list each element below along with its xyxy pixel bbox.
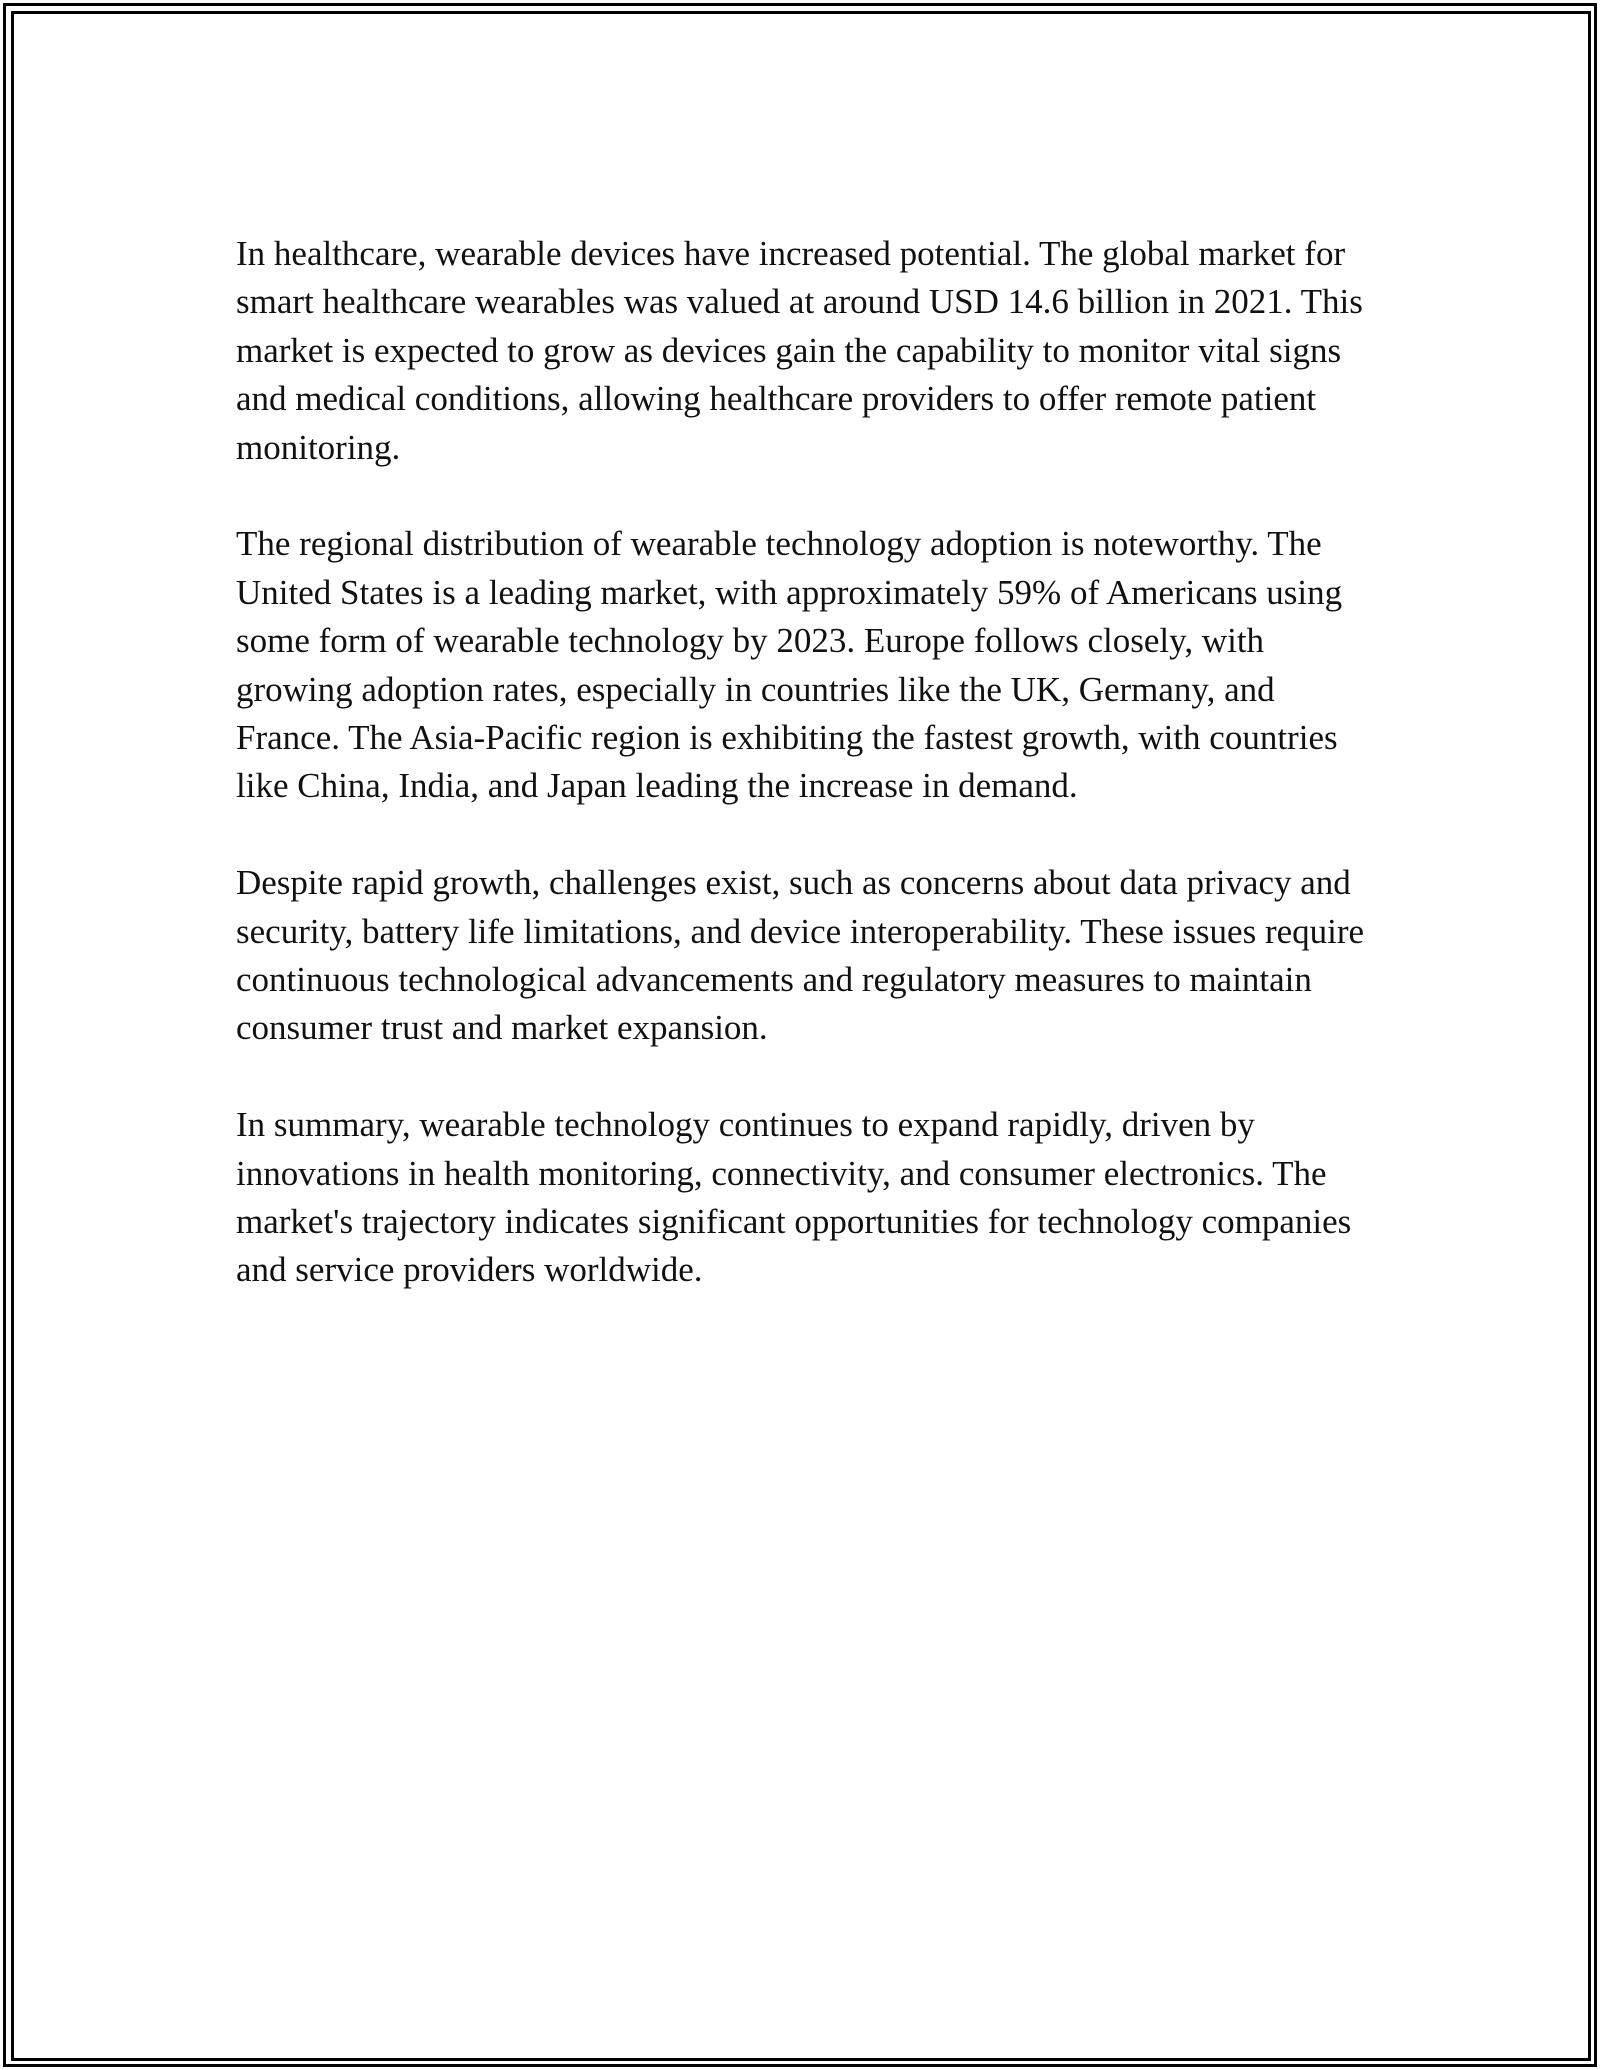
document-body — [236, 230, 1376, 1343]
paragraph-healthcare: In healthcare, wearable devices have increased potential. The global market for smart healthcare wearables was valued at around USD 14.6 billion in 2021. This market is expected to grow as devices gain the capability to monitor vital signs and medical conditions, allowing healthcare providers to offer remote patient monitoring. — [236, 234, 1363, 467]
paragraph-regional-distribution: The regional distribution of wearable technology adoption is noteworthy. The United States is a leading market, with approximately 59% of Americans using some form of wearable technology by 2023. Europe follows closely, with growing adoption rates, especially in countries like the UK, Germany, and France. The Asia-Pacific region is exhibiting the fastest growth, with countries like China, India, and Japan leading the increase in demand. — [236, 524, 1343, 806]
paragraph-summary: In summary, wearable technology continues to expand rapidly, driven by innovations in health monitoring, connectivity, and consumer electronics. The market's trajectory indicates significant opportunities for technology companies and service providers worldwide. — [236, 1105, 1352, 1290]
paragraph-challenges: Despite rapid growth, challenges exist, such as concerns about data privacy and security, battery life limitations, and device interoperability. These issues require continuous technological advancements and regulatory measures to maintain consumer trust and market expansion. — [236, 863, 1365, 1048]
